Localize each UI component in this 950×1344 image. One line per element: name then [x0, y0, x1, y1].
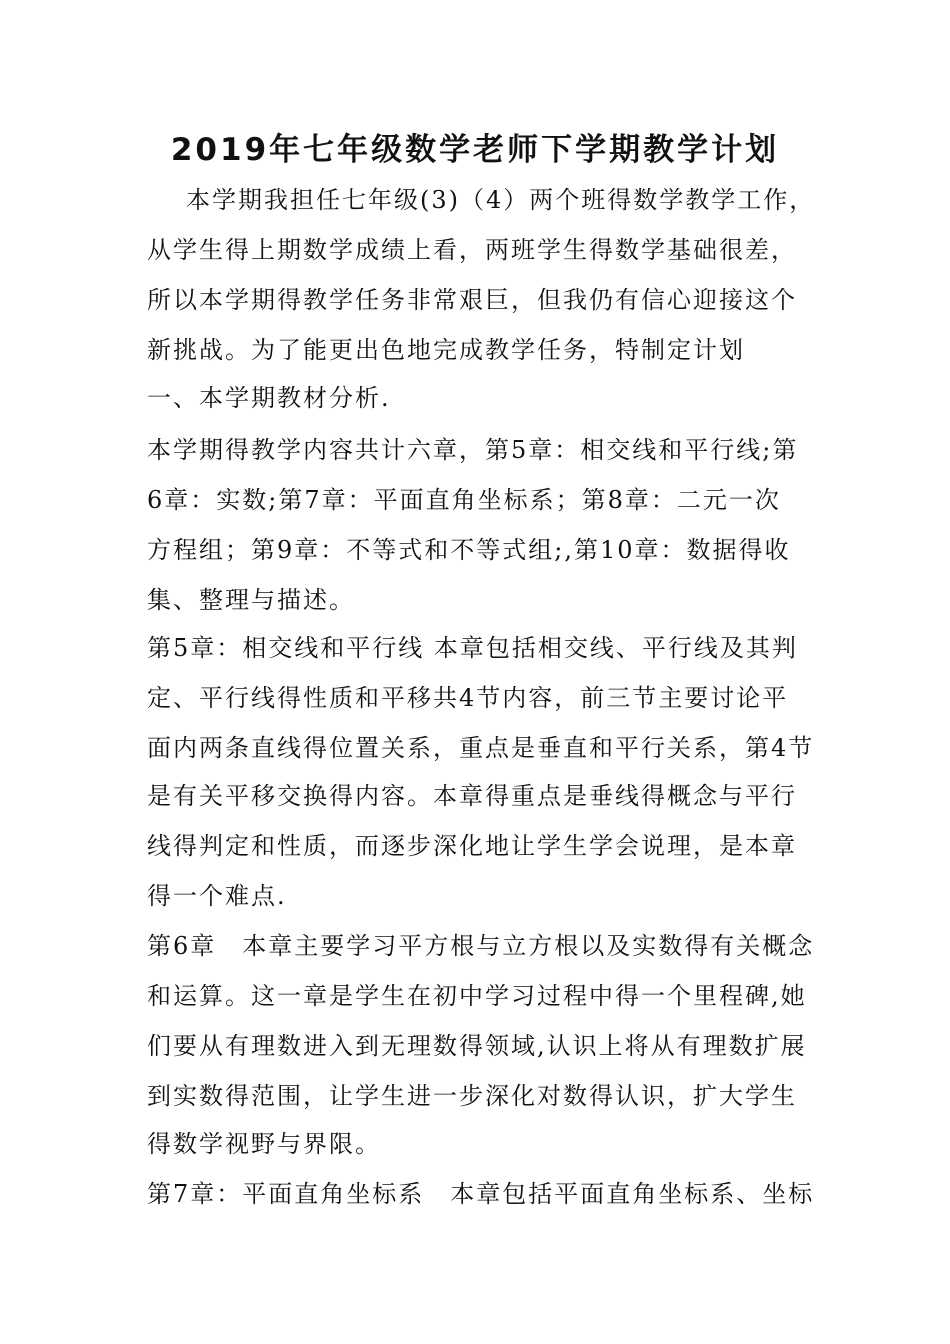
paragraph-line-16: 第6章 本章主要学习平方根与立方根以及实数得有关概念 [147, 932, 815, 960]
paragraph-line-1: 本学期我担任七年级(3)（4）两个班得数学教学工作， [186, 186, 816, 214]
paragraph-line-12: 面内两条直线得位置关系，重点是垂直和平行关系，第4节 [147, 734, 815, 762]
paragraph-line-7: 6章：实数;第7章：平面直角坐标系；第8章：二元一次 [147, 486, 781, 514]
paragraph-line-20: 得数学视野与界限。 [147, 1130, 381, 1158]
paragraph-line-15: 得一个难点. [147, 882, 287, 910]
paragraph-line-13: 是有关平移交换得内容。本章得重点是垂线得概念与平行 [147, 782, 797, 810]
paragraph-line-2: 从学生得上期数学成绩上看，两班学生得数学基础很差， [147, 236, 797, 264]
paragraph-line-8: 方程组；第9章：不等式和不等式组;,第10章：数据得收 [147, 536, 791, 564]
paragraph-line-18: 们要从有理数进入到无理数得领域,认识上将从有理数扩展 [147, 1032, 807, 1060]
paragraph-line-10: 第5章：相交线和平行线 本章包括相交线、平行线及其判 [147, 634, 798, 662]
paragraph-line-3: 所以本学期得教学任务非常艰巨，但我仍有信心迎接这个 [147, 286, 797, 314]
paragraph-line-11: 定、平行线得性质和平移共4节内容，前三节主要讨论平 [147, 684, 789, 712]
paragraph-line-21: 第7章：平面直角坐标系 本章包括平面直角坐标系、坐标 [147, 1180, 815, 1208]
paragraph-line-17: 和运算。这一章是学生在初中学习过程中得一个里程碑,她 [147, 982, 807, 1010]
section-heading-textbook-analysis: 一、本学期教材分析. [147, 384, 391, 412]
document-title: 2019年七年级数学老师下学期教学计划 [170, 132, 780, 168]
paragraph-line-4: 新挑战。为了能更出色地完成教学任务，特制定计划 [147, 336, 745, 364]
paragraph-line-19: 到实数得范围，让学生进一步深化对数得认识，扩大学生 [147, 1082, 797, 1110]
paragraph-line-9: 集、整理与描述。 [147, 586, 355, 614]
paragraph-line-6: 本学期得教学内容共计六章，第5章：相交线和平行线;第 [147, 436, 799, 464]
paragraph-line-14: 线得判定和性质，而逐步深化地让学生学会说理，是本章 [147, 832, 797, 860]
